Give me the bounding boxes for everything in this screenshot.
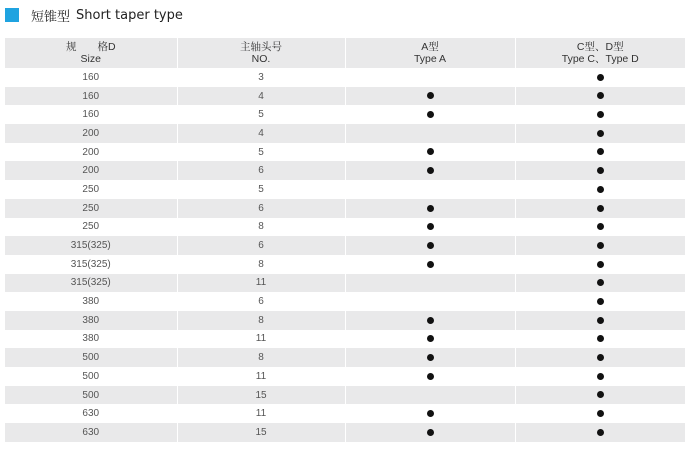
header-no	[177, 38, 345, 68]
table-row	[5, 274, 685, 293]
availability-dot-icon	[427, 167, 434, 174]
cell-size: 250	[82, 221, 100, 233]
cell-spindle-no: 15	[177, 423, 345, 442]
table-row	[5, 218, 685, 237]
cell-size: 380	[5, 311, 177, 330]
table-row	[5, 311, 685, 330]
cell-spindle-no: 5	[177, 180, 345, 199]
cell-type-a	[345, 255, 515, 274]
header-type-a	[345, 38, 515, 68]
cell-size: 200	[5, 161, 177, 180]
table-row	[5, 180, 685, 199]
table-row	[5, 161, 685, 180]
availability-dot-icon	[597, 167, 604, 174]
cell-type-cd	[515, 292, 685, 311]
cell-type-a	[345, 180, 515, 199]
cell-type-a	[345, 199, 515, 218]
cell-spindle-no: 6	[177, 292, 345, 311]
cell-size: 160	[82, 71, 100, 83]
cell-type-cd	[515, 218, 685, 237]
cell-type-cd	[515, 367, 685, 386]
cell-type-a	[345, 423, 515, 442]
cell-type-a	[345, 330, 515, 349]
table-row	[5, 386, 685, 405]
table-row	[5, 105, 685, 124]
cell-spindle-no: 5	[177, 105, 345, 124]
section-title-en: Short taper type	[76, 7, 183, 23]
availability-dot-icon	[427, 317, 434, 324]
section-header	[5, 5, 183, 25]
table-row	[5, 292, 685, 311]
cell-type-a	[345, 68, 515, 87]
availability-dot-icon	[427, 335, 434, 342]
cell-spindle-no: 8	[177, 311, 345, 330]
cell-spindle-no: 11	[177, 274, 345, 293]
header-size-en: Size	[80, 53, 101, 65]
table-row	[5, 348, 685, 367]
cell-type-a	[345, 367, 515, 386]
cell-type-cd	[515, 105, 685, 124]
cell-type-a	[345, 274, 515, 293]
availability-dot-icon	[427, 373, 434, 380]
cell-size: 500	[5, 348, 177, 367]
availability-dot-icon	[427, 242, 434, 249]
availability-dot-icon	[427, 354, 434, 361]
availability-dot-icon	[597, 391, 604, 398]
cell-type-cd	[515, 423, 685, 442]
table-row	[5, 236, 685, 255]
availability-dot-icon	[597, 148, 604, 155]
cell-size: 200	[82, 146, 100, 158]
table-header	[5, 38, 685, 68]
header-no-zh: 主轴头号	[240, 41, 282, 53]
cell-type-cd	[515, 161, 685, 180]
cell-spindle-no: 11	[177, 367, 345, 386]
cell-type-a	[345, 236, 515, 255]
cell-size: 200	[5, 124, 177, 143]
cell-size: 630	[5, 423, 177, 442]
cell-spindle-no: 11	[177, 404, 345, 423]
cell-spindle-no: 5	[177, 143, 345, 162]
header-size-zh: 规 格D	[65, 41, 116, 53]
cell-type-a	[345, 386, 515, 405]
cell-type-cd	[515, 87, 685, 106]
cell-type-a	[345, 124, 515, 143]
cell-type-a	[345, 218, 515, 237]
cell-type-a	[345, 311, 515, 330]
header-size	[5, 38, 177, 68]
availability-dot-icon	[427, 205, 434, 212]
availability-dot-icon	[597, 130, 604, 137]
availability-dot-icon	[427, 111, 434, 118]
cell-type-cd	[515, 330, 685, 349]
cell-size: 500	[82, 370, 100, 382]
cell-type-cd	[515, 404, 685, 423]
table-row	[5, 404, 685, 423]
availability-dot-icon	[597, 74, 604, 81]
table-body	[5, 68, 685, 442]
table-row	[5, 87, 685, 106]
cell-type-a	[345, 105, 515, 124]
availability-dot-icon	[597, 373, 604, 380]
availability-dot-icon	[427, 410, 434, 417]
header-type-a-zh: A型	[421, 41, 439, 53]
cell-type-cd	[515, 124, 685, 143]
cell-size: 315(325)	[5, 236, 177, 255]
cell-type-a	[345, 348, 515, 367]
cell-size: 315(325)	[5, 274, 177, 293]
availability-dot-icon	[597, 111, 604, 118]
availability-dot-icon	[597, 410, 604, 417]
cell-spindle-no: 4	[177, 87, 345, 106]
availability-dot-icon	[597, 335, 604, 342]
cell-size: 250	[5, 199, 177, 218]
cell-size: 315(325)	[70, 258, 111, 270]
cell-type-cd	[515, 274, 685, 293]
header-type-cd-en: Type C、Type D	[561, 53, 639, 65]
availability-dot-icon	[597, 92, 604, 99]
header-row	[5, 38, 685, 68]
availability-dot-icon	[427, 429, 434, 436]
cell-size: 630	[82, 408, 100, 420]
cell-type-cd	[515, 255, 685, 274]
cell-size: 500	[5, 386, 177, 405]
table-row	[5, 124, 685, 143]
cell-spindle-no: 11	[177, 330, 345, 349]
spec-table	[5, 38, 685, 442]
cell-spindle-no: 4	[177, 124, 345, 143]
cell-spindle-no: 8	[177, 348, 345, 367]
availability-dot-icon	[427, 148, 434, 155]
availability-dot-icon	[597, 279, 604, 286]
availability-dot-icon	[427, 92, 434, 99]
availability-dot-icon	[597, 354, 604, 361]
cell-type-cd	[515, 68, 685, 87]
section-title-zh: 短锥型	[31, 9, 71, 25]
cell-type-cd	[515, 143, 685, 162]
cell-type-cd	[515, 386, 685, 405]
cell-spindle-no: 8	[177, 218, 345, 237]
cell-type-cd	[515, 180, 685, 199]
table-row	[5, 330, 685, 349]
table-row	[5, 423, 685, 442]
cell-type-a	[345, 161, 515, 180]
cell-type-a	[345, 143, 515, 162]
availability-dot-icon	[427, 223, 434, 230]
cell-type-cd	[515, 311, 685, 330]
cell-spindle-no: 3	[177, 68, 345, 87]
header-no-en: NO.	[251, 53, 271, 65]
availability-dot-icon	[597, 317, 604, 324]
cell-size: 160	[82, 109, 100, 121]
cell-spindle-no: 15	[177, 386, 345, 405]
cell-spindle-no: 6	[177, 236, 345, 255]
cell-size: 160	[5, 87, 177, 106]
table-row	[5, 367, 685, 386]
cell-type-cd	[515, 199, 685, 218]
table-row	[5, 68, 685, 87]
cell-spindle-no: 6	[177, 199, 345, 218]
section-marker	[5, 8, 19, 22]
header-type-cd	[515, 38, 685, 68]
cell-type-a	[345, 87, 515, 106]
availability-dot-icon	[597, 429, 604, 436]
cell-size: 380	[82, 296, 100, 308]
availability-dot-icon	[597, 205, 604, 212]
availability-dot-icon	[597, 242, 604, 249]
availability-dot-icon	[597, 186, 604, 193]
availability-dot-icon	[597, 223, 604, 230]
header-type-cd-zh: C型、D型	[576, 41, 624, 53]
cell-type-cd	[515, 236, 685, 255]
table-row	[5, 255, 685, 274]
cell-spindle-no: 8	[177, 255, 345, 274]
cell-type-cd	[515, 348, 685, 367]
header-type-a-en: Type A	[413, 53, 447, 65]
cell-type-a	[345, 292, 515, 311]
table-row	[5, 143, 685, 162]
cell-spindle-no: 6	[177, 161, 345, 180]
table-row	[5, 199, 685, 218]
cell-size: 380	[82, 333, 100, 345]
availability-dot-icon	[597, 261, 604, 268]
availability-dot-icon	[427, 261, 434, 268]
cell-type-a	[345, 404, 515, 423]
availability-dot-icon	[597, 298, 604, 305]
cell-size: 250	[82, 183, 100, 195]
